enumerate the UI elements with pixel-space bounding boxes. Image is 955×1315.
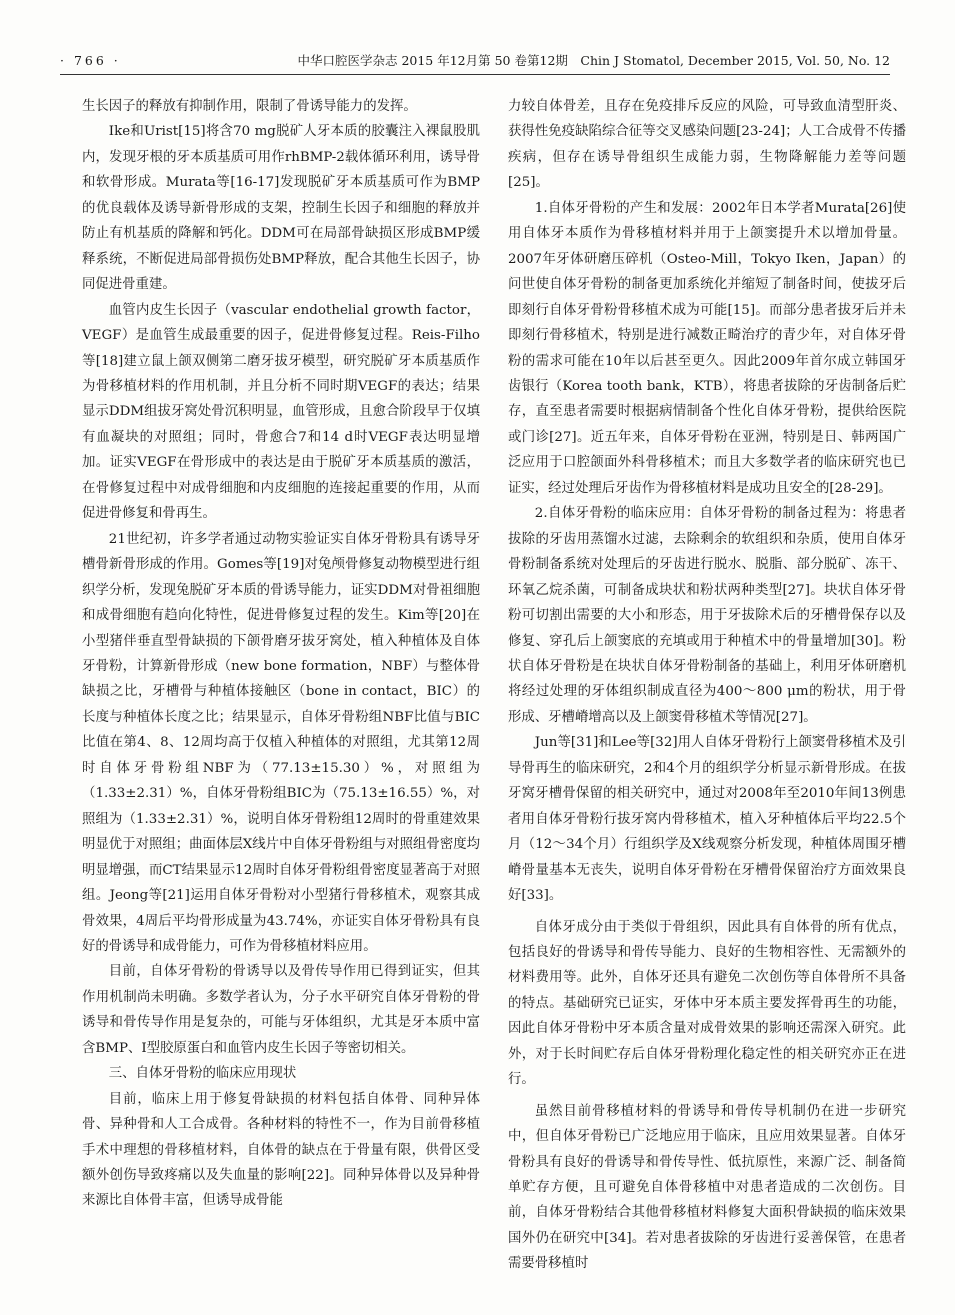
journal-citation: 中华口腔医学杂志 2015 年12月第 50 卷第12期 Chin J Stomatol, December 2015, Vol. 50, No. 12 [297,53,890,68]
paragraph: 21世纪初，许多学者通过动物实验证实自体牙骨粉具有诱导牙槽骨新骨形成的作用。Gomes等[19]对兔颅骨修复动物模型进行组织学分析，发现兔脱矿牙本质的骨诱导能力，证实DDM对骨祖细胞和成骨细胞有趋向化特性，促进骨修复过程的发生。Kim等[20]在小型猪伴垂直型骨缺损的下颌骨磨牙拔牙窝处，植入种植体及自体牙骨粉，计算新骨形成（new bone formation，NBF）与整体骨缺损之比，牙槽骨与种植体接触区（bone in contact，BIC）的长度与种植体长度之比；结果显示，自体牙骨粉组NBF比值与BIC比值在第4、8、12周均高于仅植入种植体的对照组，尤其第12周时自体牙骨粉组NBF为（77.13±15.30）%，对照组为（1.33±2.31）%，自体牙骨粉组BIC为（75.13±16.55）%，对照组为（1.33±2.31）%，说明自体牙骨粉组12周时的骨重建效果明显优于对照组；曲面体层X线片中自体牙骨粉组与对照组骨密度均明显增强，而CT结果显示12周时自体牙骨粉组骨密度显著高于对照组。Jeong等[21]运用自体牙骨粉对小型猪行骨移植术，观察其成骨效果，4周后平均骨形成量为43.74%，亦证实自体牙骨粉具有良好的骨诱导和成骨能力，可作为骨移植材料应用。 [82,531,480,954]
paragraph: 血管内皮生长因子（vascular endothelial growth factor，VEGF）是血管生成最重要的因子，促进骨修复过程。Reis-Filho等[18]建立鼠上颌双侧第二磨牙拔牙模型，研究脱矿牙本质基质作为骨移植材料的作用机制，并且分析不同时期VEGF的表达；结果显示DDM组拔牙窝处骨沉积明显，血管形成，且愈合阶段早于仅填有血凝块的对照组；同时，骨愈合7和14 d时VEGF表达明显增加。证实VEGF在骨形成中的表达是由于脱矿牙本质基质的激活，在骨修复过程中对成骨细胞和内皮细胞的连接起重要的作用，从而促进骨修复和骨再生。 [82,302,480,522]
paragraph: 虽然目前骨移植材料的骨诱导和骨传导机制仍在进一步研究中，但自体牙骨粉已广泛地应用于临床，且应用效果显著。自体牙骨粉具有良好的骨诱导和骨传导性、低抗原性，来源广泛、制备简单贮存方便，且可避免自体骨移植中对患者造成的二次创伤。目前，自体牙骨粉结合其他骨移植材料修复大面积骨缺损的临床效果国外仍在研究中[34]。若对患者拔除的牙齿进行妥善保管，在患者需要骨移植时 [508,1103,906,1272]
header-rule [60,74,890,75]
left-column [82,94,480,1214]
paragraph: Jun等[31]和Lee等[32]用人自体牙骨粉行上颌窦骨移植术及引导骨再生的临床研究，2和4个月的组织学分析显示新骨形成。在拔牙窝牙槽骨保留的相关研究中，通过对2008年至2010年间13例患者用自体牙骨粉行拔牙窝内骨移植术，植入牙种植体后平均22.5个月（12～34个月）行组织学及X线观察分析发现，种植体周围牙槽嵴骨量基本无丧失，说明自体牙骨粉在牙槽骨保留治疗方面效果良好[33]。 [508,735,906,904]
paragraph: 目前，临床上用于修复骨缺损的材料包括自体骨、同种异体骨、异种骨和人工合成骨。各种材料的特性不一，作为目前骨移植手术中理想的骨移植材料，自体骨的缺点在于骨量有限，供骨区受额外创伤导致疼痛以及失血量的影响[22]。同种异体骨以及异种骨来源比自体骨丰富，但诱导成骨能 [82,1091,480,1209]
paragraph: Ike和Urist[15]将含70 mg脱矿人牙本质的胶囊注入裸鼠股肌内，发现牙根的牙本质基质可用作rhBMP-2载体循环利用，诱导骨和软骨形成。Murata等[16-17]发现脱矿牙本质基质可作为BMP的优良载体及诱导新骨形成的支架，控制生长因子和细胞的释放并防止有机基质的降解和钙化。DDM可在局部骨缺损区形成BMP缓释系统，不断促进局部骨损伤处BMP释放，配合其他生长因子，协同促进骨重建。 [82,124,480,293]
paragraph: 力较自体骨差，且存在免疫排斥反应的风险，可导致血清型肝炎、获得性免疫缺陷综合征等交叉感染问题[23-24]；人工合成骨不传播疾病，但存在诱导骨组织生成能力弱，生物降解能力差等问题[25]。 [508,99,906,191]
running-header [60,50,890,72]
paragraph: 生长因子的释放有抑制作用，限制了骨诱导能力的发挥。 [82,99,417,114]
section-heading: 三、自体牙骨粉的临床应用现状 [108,1066,297,1082]
paragraph: 自体牙成分由于类似于骨组织，因此具有自体骨的所有优点，包括良好的骨诱导和骨传导能力、良好的生物相容性、无需额外的材料费用等。此外，自体牙还具有避免二次创伤等自体骨所不具备的特点。基础研究已证实，牙体中牙本质主要发挥骨再生的功能，因此自体牙骨粉中牙本质含量对成骨效果的影响还需深入研究。此外，对于长时间贮存后自体牙骨粉理化稳定性的相关研究亦正在进行。 [508,919,906,1088]
paragraph: 2.自体牙骨粉的临床应用：自体牙骨粉的制备过程为：将患者拔除的牙齿用蒸馏水过滤，去除剩余的软组织和杂质，使用自体牙骨粉制备系统对处理后的牙齿进行脱水、脱脂、部分脱矿、冻干、环氧乙烷杀菌，可制备成块状和粉状两种类型[27]。块状自体牙骨粉可切割出需要的大小和形态，用于牙拔除术后的牙槽骨保存以及修复、穿孔后上颌窦底的充填或用于种植术中的骨量增加[30]。粉状自体牙骨粉是在块状自体牙骨粉制备的基础上，利用牙体研磨机将经过处理的牙体组织制成直径为400～800 μm的粉状，用于骨形成、牙槽嵴增高以及上颌窦骨移植术等情况[27]。 [508,506,906,725]
right-column [508,94,906,1277]
paragraph: 1.自体牙骨粉的产生和发展：2002年日本学者Murata[26]使用自体牙本质作为骨移植材料并用于上颌窦提升术以增加骨量。2007年牙体研磨压碎机（Osteo-Mill，Tokyo Iken，Japan）的问世使自体牙骨粉的制备更加系统化并缩短了制备时间，使拔牙后即刻行自体牙骨粉骨移植术成为可能[15]。而部分患者拔牙后并未即刻行骨移植术，特别是进行减数正畸治疗的青少年，对自体牙骨粉的需求可能在10年以后甚至更久。因此2009年首尔成立韩国牙齿银行（Korea tooth bank，KTB），将患者拔除的牙齿制备后贮存，直至患者需要时根据病情制备个性化自体牙骨粉，提供给医院或门诊[27]。近五年来，自体牙骨粉在亚洲，特别是日、韩两国广泛应用于口腔颌面外科骨移植术；而且大多数学者的临床研究也已证实，经过处理后牙齿作为骨移植材料是成功且安全的[28-29]。 [508,200,906,496]
page-number: · 766 · [60,53,121,68]
paragraph: 目前，自体牙骨粉的骨诱导以及骨传导作用已得到证实，但其作用机制尚未明确。多数学者认为，分子水平研究自体牙骨粉的骨诱导和骨传导作用是复杂的，可能与牙体组织，尤其是牙本质中富含BMP、I型胶原蛋白和血管内皮生长因子等密切相关。 [82,964,480,1056]
